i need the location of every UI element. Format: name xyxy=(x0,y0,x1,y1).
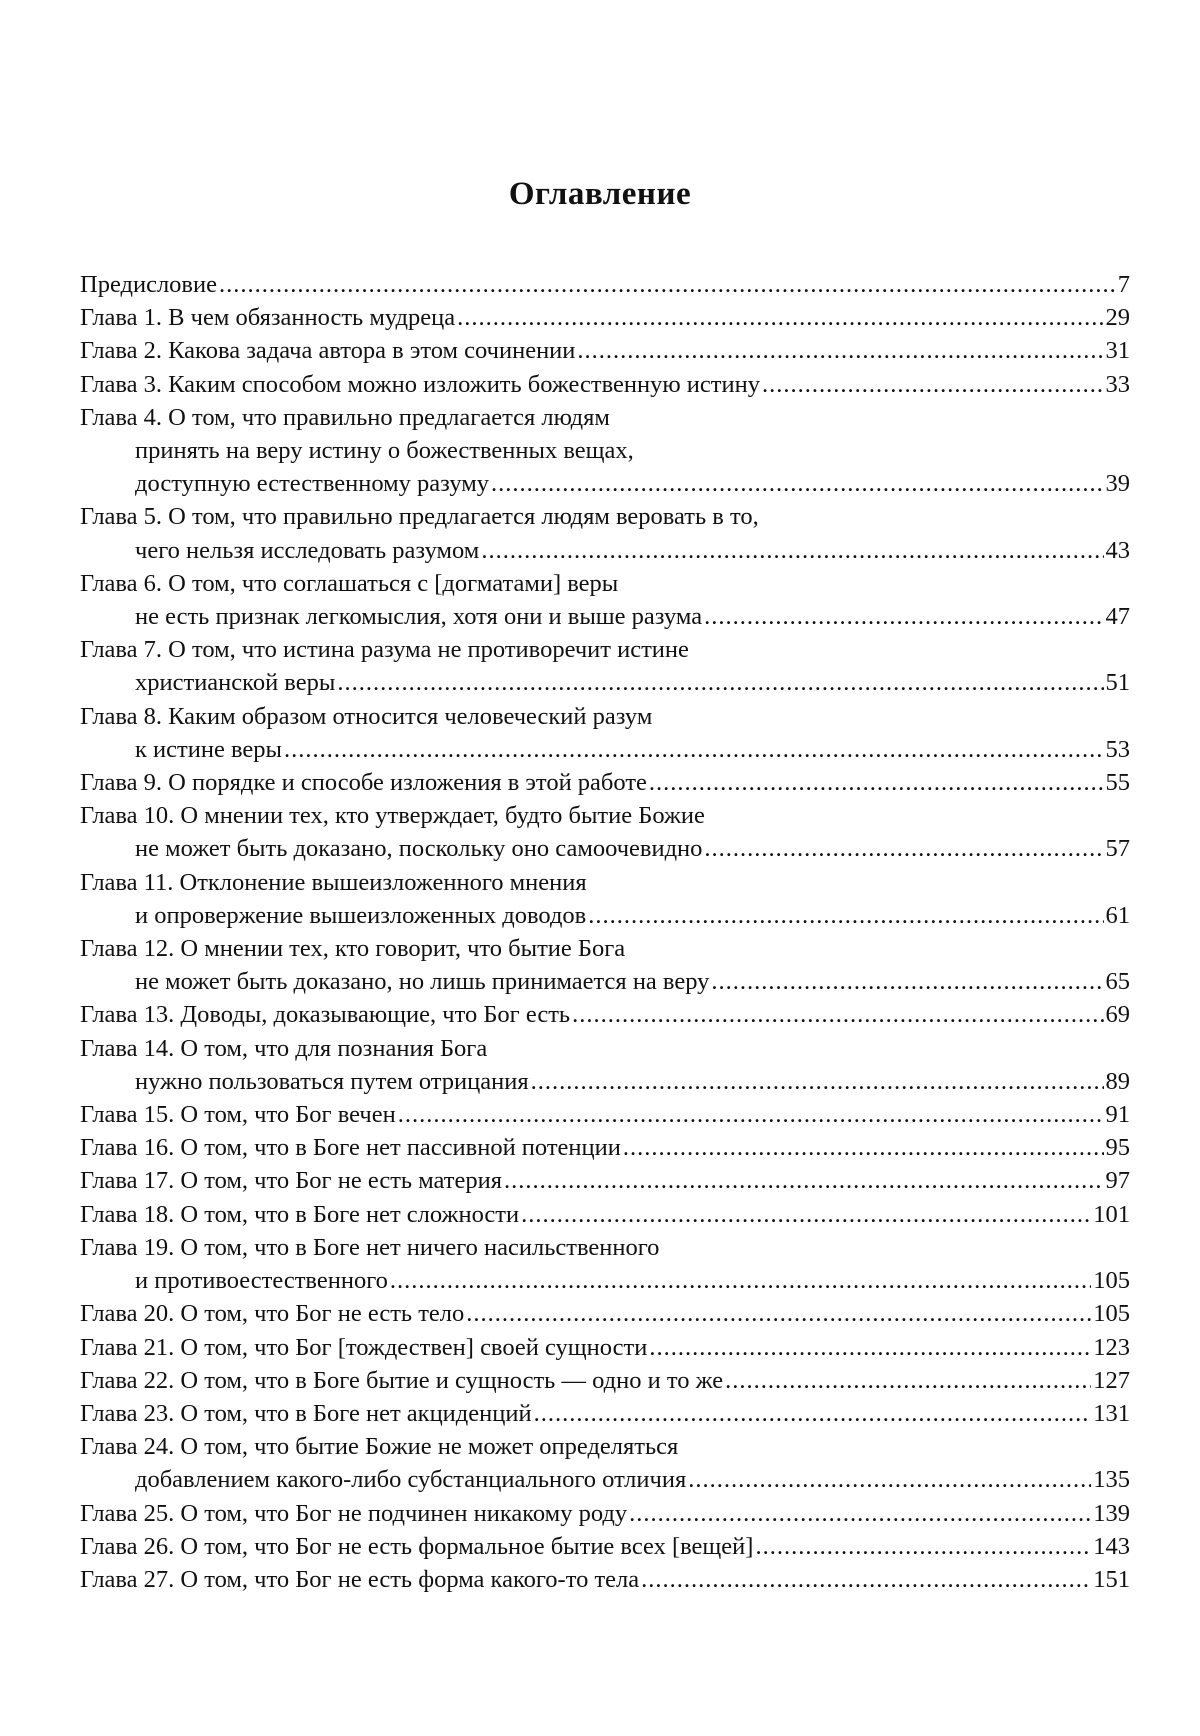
page-number: 135 xyxy=(1093,1466,1130,1494)
toc-entry-last-line xyxy=(80,1497,1130,1530)
toc-entry-title: Глава 15. О том, что Бог вечен xyxy=(80,1101,396,1129)
dot-leader xyxy=(704,832,1103,865)
toc-entry-title: не есть признак легкомыслия, хотя они и выше разума xyxy=(135,603,703,631)
dot-leader xyxy=(623,1131,1104,1164)
page-number: 127 xyxy=(1093,1366,1130,1394)
toc-entry-line: Глава 4. О том, что правильно предлагается людям xyxy=(80,403,610,431)
toc-entry xyxy=(80,1430,1130,1496)
toc-entry-last-line xyxy=(80,666,1130,699)
page-number: 33 xyxy=(1105,370,1130,398)
toc-entry-last-line xyxy=(80,1098,1130,1131)
toc-entry xyxy=(80,633,1130,699)
toc-entry-title: нужно пользоваться путем отрицания xyxy=(135,1067,529,1095)
page-number: 91 xyxy=(1105,1101,1130,1129)
toc-entry-title: Глава 1. В чем обязанность мудреца xyxy=(80,304,456,332)
toc-entry xyxy=(80,998,1130,1031)
dot-leader xyxy=(457,301,1103,334)
toc-entry-last-line xyxy=(80,1065,1130,1098)
toc-entry-title: Глава 20. О том, что Бог не есть тело xyxy=(80,1300,465,1328)
toc-entry xyxy=(80,1397,1130,1430)
toc-entry-title: доступную естественному разуму xyxy=(135,470,490,498)
toc-entry xyxy=(80,1364,1130,1397)
page-number: 61 xyxy=(1105,901,1130,929)
toc-entry-line: Глава 24. О том, что бытие Божие не может определяться xyxy=(80,1433,679,1461)
toc-entry-title: Глава 13. Доводы, доказывающие, что Бог есть xyxy=(80,1001,571,1029)
page-number: 53 xyxy=(1105,735,1130,763)
toc-entry-last-line xyxy=(80,268,1130,301)
toc-entry xyxy=(80,1032,1130,1098)
toc-entry-last-line xyxy=(80,1364,1130,1397)
toc-entry-last-line xyxy=(80,1530,1130,1563)
toc-entry-last-line xyxy=(80,1164,1130,1197)
toc-entry-last-line xyxy=(80,368,1130,401)
page-number: 65 xyxy=(1105,968,1130,996)
toc-entry-title: Глава 16. О том, что в Боге нет пассивной потенции xyxy=(80,1134,621,1162)
toc-entry-line: принять на веру истину о божественных вещах, xyxy=(135,437,634,465)
dot-leader xyxy=(641,1563,1091,1596)
toc-entry-title: Глава 25. О том, что Бог не подчинен никакому роду xyxy=(80,1499,628,1527)
toc-entry xyxy=(80,1530,1130,1563)
toc-entry xyxy=(80,500,1130,566)
toc-entry-title: Предисловие xyxy=(80,271,217,298)
page-number: 69 xyxy=(1105,1001,1130,1029)
toc-entry-line: Глава 12. О мнении тех, кто говорит, что бытие Бога xyxy=(80,935,626,963)
toc-entry-line: Глава 7. О том, что истина разума не противоречит истине xyxy=(80,636,689,664)
toc-entry xyxy=(80,1563,1130,1596)
toc-entry-title: христианской веры xyxy=(135,669,336,697)
toc-entry xyxy=(80,401,1130,501)
toc-entry-title: Глава 27. О том, что Бог не есть форма какого-то тела xyxy=(80,1565,640,1593)
toc-entry-last-line xyxy=(80,600,1130,633)
toc-entry xyxy=(80,766,1130,799)
toc-entry xyxy=(80,866,1130,932)
toc-entry xyxy=(80,1098,1130,1131)
page-number: 31 xyxy=(1105,337,1130,365)
page-title: Оглавление xyxy=(508,176,692,212)
dot-leader xyxy=(481,534,1103,567)
dot-leader xyxy=(504,1164,1104,1197)
toc-entry-title: Глава 26. О том, что Бог не есть формальное бытие всех [вещей] xyxy=(80,1532,754,1560)
page-number: 51 xyxy=(1105,669,1130,697)
toc-entry xyxy=(80,368,1130,401)
toc-entry-last-line xyxy=(80,1463,1130,1496)
dot-leader xyxy=(649,1331,1091,1364)
dot-leader xyxy=(725,1364,1091,1397)
toc-entry xyxy=(80,799,1130,865)
dot-leader xyxy=(491,467,1103,500)
toc-entry-line: Глава 19. О том, что в Боге нет ничего насильственного xyxy=(80,1233,660,1261)
toc-entry-title: Глава 22. О том, что в Боге бытие и сущность — одно и то же xyxy=(80,1366,724,1394)
toc-entry-line: Глава 8. Каким образом относится человеческий разум xyxy=(80,702,653,730)
toc-entry-title: и опровержение вышеизложенных доводов xyxy=(135,901,587,929)
toc-entry xyxy=(80,1198,1130,1231)
page-number: 39 xyxy=(1105,470,1130,498)
toc-entry-title: не может быть доказано, но лишь принимается на веру xyxy=(135,968,710,996)
dot-leader xyxy=(572,998,1103,1031)
dot-leader xyxy=(284,733,1104,766)
dot-leader xyxy=(629,1497,1091,1530)
toc-entry-line: Глава 5. О том, что правильно предлагается людям веровать в то, xyxy=(80,503,759,531)
toc-entry-last-line xyxy=(80,334,1130,367)
toc-entry-last-line xyxy=(80,1131,1130,1164)
dot-leader xyxy=(466,1297,1091,1330)
page-number: 151 xyxy=(1093,1565,1130,1593)
toc-entry-title: Глава 2. Какова задача автора в этом сочинении xyxy=(80,337,576,365)
toc-entry xyxy=(80,268,1130,301)
page-number: 143 xyxy=(1093,1532,1130,1560)
toc-entry-last-line xyxy=(80,832,1130,865)
toc-entry-line: Глава 11. Отклонение вышеизложенного мнения xyxy=(80,868,587,896)
toc-entry-last-line xyxy=(80,733,1130,766)
toc-entry-last-line xyxy=(80,1563,1130,1596)
page-number: 43 xyxy=(1105,536,1130,564)
toc-entry-line: Глава 6. О том, что соглашаться с [догматами] веры xyxy=(80,569,619,597)
dot-leader xyxy=(688,1463,1091,1496)
dot-leader xyxy=(588,899,1103,932)
page-number: 57 xyxy=(1105,835,1130,863)
toc-entry-line: Глава 10. О мнении тех, кто утверждает, будто бытие Божие xyxy=(80,802,705,830)
dot-leader xyxy=(534,1397,1092,1430)
page-number: 55 xyxy=(1105,769,1130,797)
dot-leader xyxy=(762,368,1104,401)
page-number: 101 xyxy=(1093,1200,1130,1228)
toc-entry-last-line xyxy=(80,467,1130,500)
toc-entry xyxy=(80,1231,1130,1297)
toc-entry-title: к истине веры xyxy=(135,735,282,763)
dot-leader xyxy=(577,334,1103,367)
toc-entry xyxy=(80,1131,1130,1164)
page-number: 47 xyxy=(1105,603,1130,631)
page-number: 7 xyxy=(1117,271,1130,298)
toc-entry-last-line xyxy=(80,1331,1130,1364)
dot-leader xyxy=(531,1065,1104,1098)
toc-entry-last-line xyxy=(80,301,1130,334)
page-number: 123 xyxy=(1093,1333,1130,1361)
toc-entry-last-line xyxy=(80,766,1130,799)
toc-entry-title: Глава 3. Каким способом можно изложить божественную истину xyxy=(80,370,760,398)
table-of-contents xyxy=(80,268,1130,1596)
toc-entry-last-line xyxy=(80,998,1130,1031)
dot-leader xyxy=(337,666,1103,699)
toc-entry xyxy=(80,334,1130,367)
dot-leader xyxy=(755,1530,1091,1563)
page-number: 29 xyxy=(1105,304,1130,332)
toc-entry-title: Глава 23. О том, что в Боге нет акциденций xyxy=(80,1399,532,1427)
page-number: 105 xyxy=(1093,1300,1130,1328)
toc-entry xyxy=(80,1164,1130,1197)
toc-entry-last-line xyxy=(80,1397,1130,1430)
toc-entry-line: Глава 14. О том, что для познания Бога xyxy=(80,1034,488,1062)
toc-entry xyxy=(80,700,1130,766)
dot-leader xyxy=(390,1264,1091,1297)
toc-entry-last-line xyxy=(80,1264,1130,1297)
toc-entry-title: чего нельзя исследовать разумом xyxy=(135,536,480,564)
toc-entry-last-line xyxy=(80,534,1130,567)
toc-entry-title: Глава 18. О том, что в Боге нет сложности xyxy=(80,1200,520,1228)
page-number: 139 xyxy=(1093,1499,1130,1527)
page-number: 97 xyxy=(1105,1167,1130,1195)
toc-entry-title: добавлением какого-либо субстанциального отличия xyxy=(135,1466,687,1494)
toc-entry xyxy=(80,1331,1130,1364)
toc-entry-title: Глава 9. О порядке и способе изложения в этой работе xyxy=(80,769,647,797)
page-number: 131 xyxy=(1093,1399,1130,1427)
toc-entry-title: Глава 17. О том, что Бог не есть материя xyxy=(80,1167,502,1195)
page-number: 89 xyxy=(1105,1067,1130,1095)
dot-leader xyxy=(521,1198,1091,1231)
toc-entry xyxy=(80,1497,1130,1530)
toc-entry xyxy=(80,932,1130,998)
toc-entry-last-line xyxy=(80,1198,1130,1231)
dot-leader xyxy=(704,600,1103,633)
dot-leader xyxy=(219,268,1116,301)
toc-entry-last-line xyxy=(80,1297,1130,1330)
toc-entry xyxy=(80,1297,1130,1330)
dot-leader xyxy=(649,766,1104,799)
toc-entry xyxy=(80,567,1130,633)
toc-entry xyxy=(80,301,1130,334)
page-number: 95 xyxy=(1105,1134,1130,1162)
dot-leader xyxy=(711,965,1103,998)
toc-entry-title: Глава 21. О том, что Бог [тождествен] своей сущности xyxy=(80,1333,648,1361)
toc-entry-title: не может быть доказано, поскольку оно самоочевидно xyxy=(135,835,703,863)
page-number: 105 xyxy=(1093,1267,1130,1295)
toc-entry-last-line xyxy=(80,899,1130,932)
toc-entry-last-line xyxy=(80,965,1130,998)
dot-leader xyxy=(398,1098,1104,1131)
toc-entry-title: и противоестественного xyxy=(135,1267,388,1295)
